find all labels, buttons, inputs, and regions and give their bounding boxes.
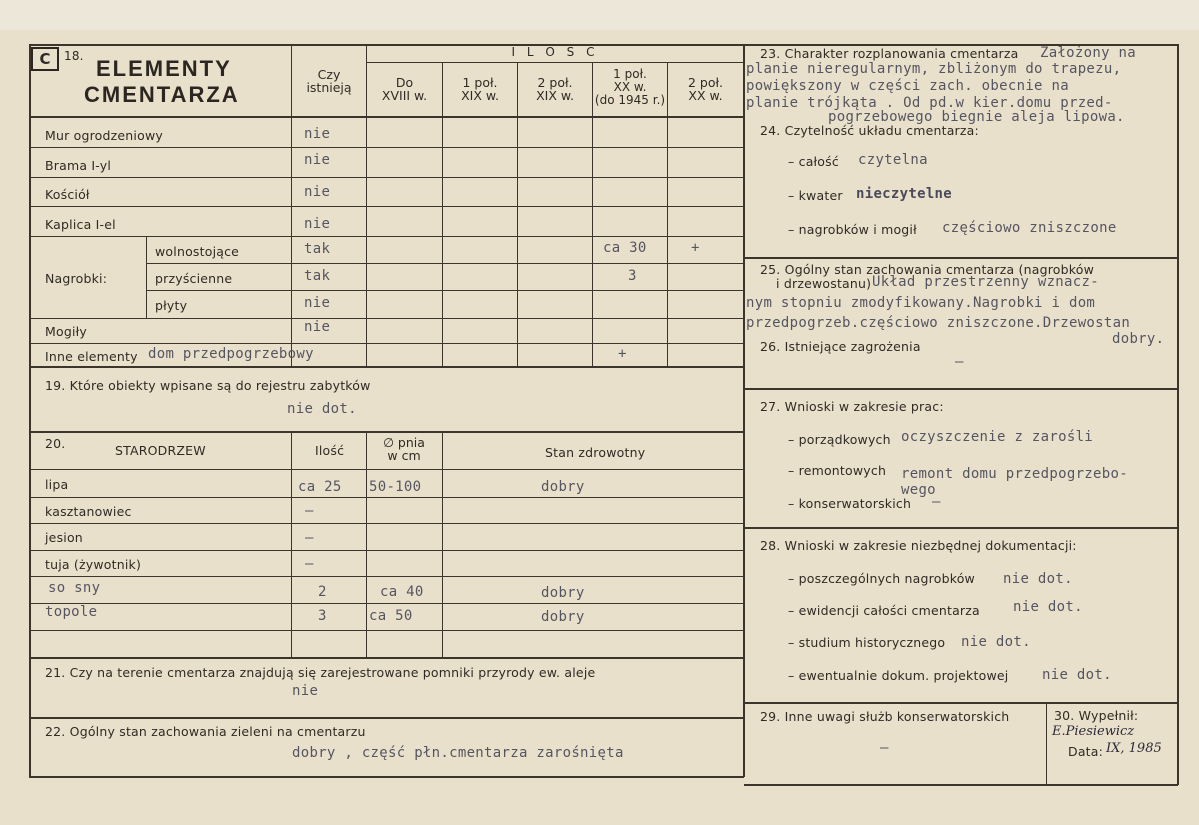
q28-item-3-label: – studium historycznego [788,635,946,650]
exists-chapel: nie [304,216,331,232]
table-line [29,550,744,551]
row-label-tombstones: Nagrobki: [45,271,108,286]
q22-label: 22. Ogólny stan zachowania zieleni na cmentarzu [45,724,366,739]
q21-label: 21. Czy na terenie cmentarza znajdują się zarejestrowane pomniki przyrody ew. aleje [45,665,596,680]
q23-answer-line-4: planie trójkąta . Od pd.w kier.domu przed- [746,95,1113,111]
tree-name-5: so sny [48,580,101,596]
section-divider [744,702,1178,704]
tree-count-5: 2 [318,584,327,600]
tree-count-2: – [305,503,314,519]
q28-item-1-label: – poszczególnych nagrobków [788,571,975,586]
q23-answer-line-2: planie nieregularnym, zbliżonym do trapezu, [746,61,1122,77]
row-label-church: Kościół [45,187,90,202]
frame-line [29,44,31,777]
q25-answer-line-2: nym stopniu zmodyfikowany.Nagrobki i dom [746,295,1096,311]
q24-item-1-value: czytelna [858,152,928,168]
q25-label-line-2: i drzewostanu) [776,276,872,291]
q23-label: 23. Charakter rozplanowania cmentarza [760,46,1019,61]
table-line [29,147,744,148]
table-line [29,318,744,319]
table-line [517,62,518,366]
q26-label: 26. Istniejące zagrożenia [760,339,921,354]
row-label-wall: Mur ogrodzeniowy [45,128,163,143]
q28-item-1-value: nie dot. [1003,571,1073,587]
q19-label: 19. Które obiekty wpisane są do rejestru zabytków [45,378,371,393]
table-line [146,236,147,318]
q27-label: 27. Wnioski w zakresie prac: [760,399,944,414]
col-exists-header: Czy istnieją [306,67,352,95]
p4-other: + [618,346,627,362]
q27-item-3-label: – konserwatorskich [788,496,912,511]
exists-freestanding: tak [304,241,331,257]
period-col-5: 2 poł. XX w. [687,75,724,103]
table-line [29,177,744,178]
tree-count-4: – [305,556,314,572]
table-line [1046,702,1047,784]
row-label-freestanding: wolnostojące [155,244,240,259]
q24-item-3-label: – nagrobków i mogił [788,222,917,237]
section-divider [29,431,744,433]
q24-item-2-value: nieczytelne [856,186,953,202]
trees-header-health: Stan zdrowotny [545,445,646,460]
q24-item-1-label: – całość [788,154,839,169]
tree-health-1: dobry [541,479,585,495]
q25-label-line-1: 25. Ogólny stan zachowania cmentarza (nagrobków [760,262,1095,277]
tree-count-3: – [305,530,314,546]
period-col-3: 2 poł. XIX w. [536,75,574,103]
table-line [29,343,744,344]
tree-count-6: 3 [318,608,327,624]
tree-health-6: dobry [541,609,585,625]
exists-slabs: nie [304,295,331,311]
q24-item-3-value: częściowo zniszczone [942,220,1117,236]
table-line [29,469,744,470]
q23-answer-line-3: powiększony w części zach. obecnie na [746,78,1069,94]
q27-item-1-value: oczyszczenie z zarośli [901,429,1094,445]
q27-item-2-label: – remontowych [788,463,887,478]
q24-item-2-label: – kwater [788,188,843,203]
table-line [29,236,744,237]
section-divider [744,527,1178,529]
table-line [29,523,744,524]
q27-item-2-value: remont domu przedpogrzebo- [901,466,1128,482]
q27-item-1-label: – porządkowych [788,432,891,447]
trees-header-diameter: ∅ pnia w cm [383,435,425,463]
table-line [146,263,744,264]
frame-line [29,776,744,778]
table-line [29,116,744,118]
trees-header-count: Ilość [315,443,345,458]
table-line [442,62,443,366]
q28-item-2-label: – ewidencji całości cmentarza [788,603,980,618]
tree-diam-1: 50-100 [369,479,422,495]
q24-label: 24. Czytelność układu cmentarza: [760,123,979,138]
tree-name-1: lipa [45,477,69,492]
exists-wall: nie [304,126,331,142]
q27-item-3-value: – [932,494,941,510]
frame-line [744,784,1178,786]
table-line [29,630,744,631]
table-line [29,576,744,577]
period-col-2: 1 poł. XIX w. [461,75,499,103]
tree-name-3: jesion [45,530,83,545]
tree-health-5: dobry [541,585,585,601]
title-line-2: CMENTARZA [84,82,240,107]
q23-answer-line-5: pogrzebowego biegnie aleja lipowa. [828,109,1125,125]
exists-other: dom przedpogrzebowy [148,346,314,362]
tree-name-4: tuja (żywotnik) [45,557,142,572]
row-label-slabs: płyty [155,298,188,313]
q25-answer-line-3: przedpogrzeb.częściowo zniszczone.Drzewostan [746,315,1131,331]
p4-freestanding: ca 30 [603,240,647,256]
period-col-4: 1 poł. XX w. (do 1945 r.) [594,67,666,107]
trees-header-name: STARODRZEW [115,443,206,458]
q25-answer-line-4: dobry. [1112,331,1165,347]
row-label-other: Inne elementy [45,349,138,364]
section-divider [29,657,744,659]
p5-freestanding: + [691,240,700,256]
exists-church: nie [304,184,331,200]
row-label-chapel: Kaplica I-el [45,217,116,232]
q25-answer-line-1: Układ przestrzenny wznacz- [872,274,1099,290]
frame-line [743,44,745,777]
table-line [29,206,744,207]
q20-number: 20. [45,436,66,451]
q30-filled-by: E.Piesiewicz [1052,724,1135,739]
q26-answer: – [955,354,964,370]
section-letter: C [31,47,59,71]
tree-diam-5: ca 40 [380,584,424,600]
tree-count-1: ca 25 [298,479,342,495]
row-label-wall-mounted: przyścienne [155,271,233,286]
table-line [29,366,744,368]
q28-item-3-value: nie dot. [961,634,1031,650]
table-line [291,431,292,657]
row-label-gate: Brama I-yl [45,158,112,173]
table-line [366,62,744,63]
section-divider [29,717,744,719]
q30-label: 30. Wypełnił: [1054,708,1139,723]
exists-wall-mounted: tak [304,268,331,284]
q29-label: 29. Inne uwagi służb konserwatorskich [760,709,1010,724]
q22-answer: dobry , część płn.cmentarza zarośnięta [292,745,624,761]
q30-date-label: Data: [1068,744,1104,759]
section-divider [744,388,1178,390]
table-line [442,431,443,657]
tree-name-6: topole [45,604,98,620]
section-divider [744,257,1178,259]
q21-answer: nie [292,683,319,699]
table-line [366,431,367,657]
q30-date: IX, 1985 [1106,741,1162,756]
table-line [29,603,744,604]
table-line [592,62,593,366]
q27-item-2-value-cont: wego [901,482,936,498]
p4-wall-mounted: 3 [628,268,637,284]
row-label-graves: Mogiły [45,324,87,339]
section-number: 18. [64,49,84,63]
ilosc-header: I L O Ś Ć [511,45,599,59]
title-line-1: ELEMENTY [96,56,232,81]
q29-answer: – [880,740,889,756]
q19-answer: nie dot. [287,401,357,417]
frame-line [1177,44,1179,785]
table-line [146,290,744,291]
period-col-1: Do XVIII w. [381,75,428,103]
card-top-edge [0,0,1199,30]
tree-diam-6: ca 50 [369,608,413,624]
q28-label: 28. Wnioski w zakresie niezbędnej dokumentacji: [760,538,1077,553]
exists-gate: nie [304,152,331,168]
q28-item-4-label: – ewentualnie dokum. projektowej [788,668,1009,683]
q23-answer-line-1: Założony na [1040,45,1137,61]
tree-name-2: kasztanowiec [45,504,132,519]
table-line [667,62,668,366]
q28-item-4-value: nie dot. [1042,667,1112,683]
table-line [29,497,744,498]
exists-graves: nie [304,319,331,335]
q28-item-2-value: nie dot. [1013,599,1083,615]
